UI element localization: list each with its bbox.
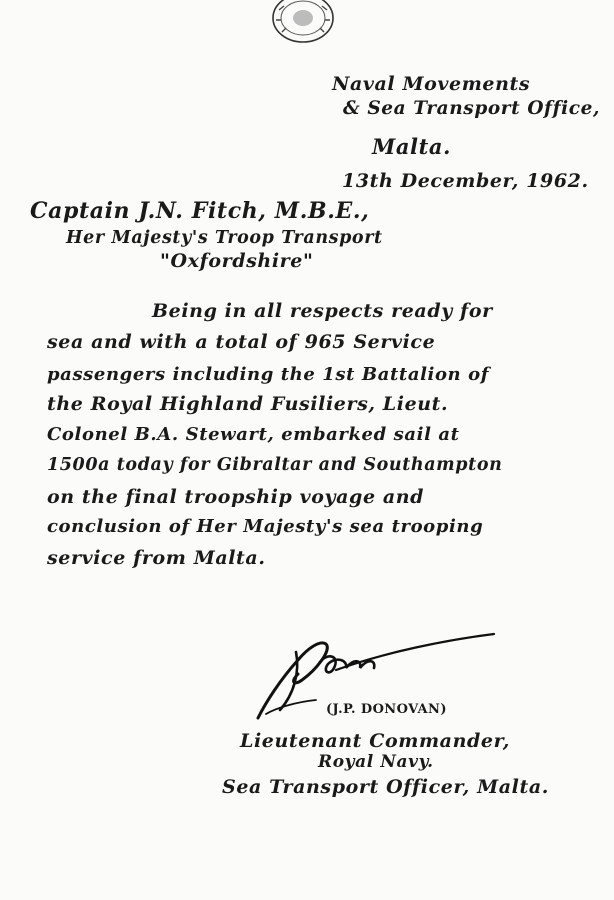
signatory-title: Sea Transport Officer, Malta. [222,776,549,798]
body-line-8: conclusion of Her Majesty's sea trooping [47,516,484,537]
office-line-1: Naval Movements [332,73,531,95]
body-line-1: Being in all respects ready for [152,300,493,322]
body-line-6: 1500a today for Gibraltar and Southampton [47,455,503,475]
office-line-3: Malta. [372,134,452,159]
body-line-2: sea and with a total of 965 Service [47,331,436,353]
body-line-4: the Royal Highland Fusiliers, Lieut. [47,393,449,415]
seal-stamp-icon [270,0,336,44]
letter-date: 13th December, 1962. [342,170,589,192]
addressee-line-2: Her Majesty's Troop Transport [66,228,383,248]
signatory-service: Royal Navy. [318,752,434,772]
body-line-9: service from Malta. [47,547,266,569]
signatory-rank: Lieutenant Commander, [240,730,511,752]
body-line-7: on the final troopship voyage and [47,486,425,508]
body-line-5: Colonel B.A. Stewart, embarked sail at [47,424,460,445]
addressee-line-3: "Oxfordshire" [160,250,314,272]
body-line-3: passengers including the 1st Battalion of [47,364,490,385]
addressee-line-1: Captain J.N. Fitch, M.B.E., [30,198,370,224]
signatory-printed-name: (J.P. DONOVAN) [326,702,447,717]
office-line-2: & Sea Transport Office, [343,98,601,119]
